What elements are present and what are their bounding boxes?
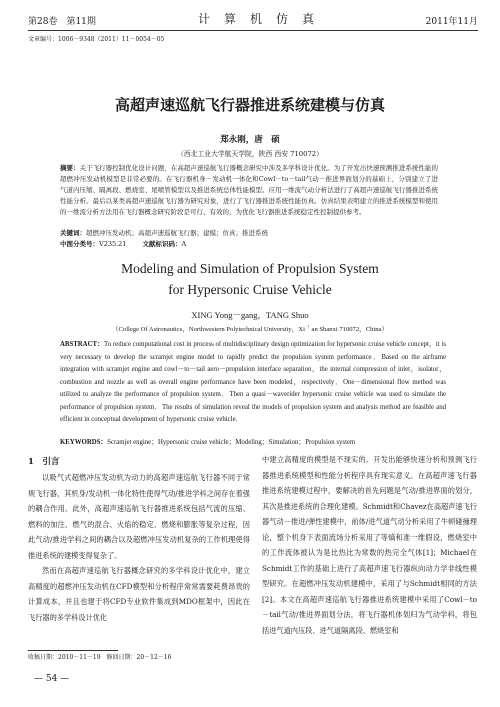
clc-label: 中图分类号： [60,240,99,248]
authors-cn: 郑永刚，唐 硕 [220,135,280,145]
title-en-line1: Modeling and Simulation of Propulsion System [121,261,379,276]
received-date: 收稿日期：2010－11－19 修回日期：20－12－16 [28,654,172,661]
header-rule [28,30,478,31]
page-number: — 54 — [34,674,70,684]
volume-issue: 第28卷 第11期 [28,17,96,27]
keywords-en-label: KEYWORDS： [60,439,108,446]
clc-value: V235.21 [99,240,127,248]
article-id: 文章编号：1006－9348（2011）11－0054－05 [28,36,165,43]
classification-cn [60,239,438,250]
doc-code-value: A [181,240,187,248]
left-paragraph-2: 然而在高超声速巡航飞行器概念研究的多学科设计优化中，建立高精度的超燃冲压发动机在CFD模型和分析程序常常需要耗费昂贵的计算成本，并且也建于将CFD专业软件集成到MDO框架中，因此在飞行器的多学科设计优化 [28,566,250,622]
keywords-cn-label: 关键词： [60,229,86,237]
doc-code-label: 文献标识码： [142,240,182,248]
keywords-cn [60,228,438,239]
footnote-rule [28,650,118,651]
keywords-en [60,437,446,450]
left-column [28,470,250,625]
authors-en: XING Yong－gang，TANG Shuo [191,310,309,320]
keywords-en-text: Scramjet engine；Hypersonic cruise vehicle；Modeling；Simulation；Propulsion system [107,439,356,446]
abstract-en [60,339,446,427]
abstract-en-label: ABSTRACT： [60,341,105,348]
affiliation-cn: （西北工业大学航天学院，陕西 西安 710072） [177,150,323,158]
abstract-en-text: To reduce computational cost in process of multidisciplinary design optimization for hypersonic cruise vehicle concept，it is very necessary to develop the scramjet engine model to rapidly predict the propulsion system performance．Based on the airframe integration with scramjet engine and cowl－to－tail aero－propulsion interface separation，the internal compression of inlet，isolator，combustion and nozzle as well as overall engine performance have been modeled，respectively．One－dimensional flow method was utilized to analyze the performance of propulsion system．Then a quasi－waverider hypersonic cruise vehicle was used to simulate the performance of propulsion system．The results of simulation reveal the models of propulsion system and analysis method are feasible and efficient in conceptual development of hypersonic cruise vehicle． [60,341,447,423]
title-en-line2: for Hypersonic Cruise Vehicle [168,282,332,297]
keywords-cn-text: 超燃冲压发动机；高超声速巡航飞行器；建模；仿真；推进系统 [86,229,268,237]
right-column: 中建立高精度的模型是不现实的。开发出能够快速分析和预测飞行器推进系统模型和性能分析程序具有现实意义。在高超声速飞行器推进系统建模过程中，要解决的首先问题是气动/推进界面的划分，其次是推进系统的合理化建模。Schmidt和Chavez在高超声速飞行器气动－推进/弹性建模中，前体/进气道气动分析采用了牛顿碰撞理论，整个机身下表面流场分析采用了等熵和准一维假设，燃烧室中的工作流体被认为是比热比为常数的热完全气体[1]；Michael在Schmidt工作的基础上进行了高超声速飞行器纵向动力学非线性模型研究。在超燃冲压发动机建模中，采用了与Schmidt相同的方法[2]。本文在高超声速巡航飞行器推进系统建模中采用了Cowl－to－tail气动/推进界面划分法，将飞行器机体划归为气动学科，将包括进气道内压段、进气道隔离段、燃烧室和 [262,455,477,635]
abstract-cn-label: 摘要： [60,164,80,172]
section-1-title: 1 引言 [28,457,60,467]
title-cn: 高超声速巡航飞行器推进系统建模与仿真 [114,96,385,114]
left-paragraph-1: 以吸气式超燃冲压发动机为动力的高超声速巡航飞行器不同于常规飞行器，其机身/发动机一体化特性使得气动/推进学科之间存在着强的耦合作用。此外，高超声速巡航飞行器推进系统包括气流的压缩、燃料的加注、燃气的混合、火焰的稳定、燃烧和膨胀等复杂过程，因此气动/推进学科之间的耦合以及超燃冲压发动机复杂的工作机理使得推进系统的建模变得复杂了。 [28,473,250,560]
abstract-cn-text: 关于飞行器控制优化设计问题，在高超声速巡航飞行器概念研究中涉及多学科设计优化。为了开发出快速预测推进系统性能的超燃冲压发动机模型是非常必要的。在飞行器机身－发动机一体化和Cowl－to－tail气动－推进界面划分的基础上，分别建立了进气道内压缩、隔离段、燃烧室、尾喷管模型以及推进系统总体性能模型。应用一维流气动分析法进行了高超声速巡航飞行器推进系统性能分析。最后以某类高超声速巡航飞行器为研究对象，进行了飞行器推进系统性能仿真。仿真结果表明建立的推进系统模型和使用的一维流分析方法用在飞行器概念研究阶段是可行、有效的，为优化飞行器推进系统稳定性控制提供参考。 [60,164,439,217]
abstract-cn [60,163,438,218]
issue-date: 2011年11月 [425,17,478,27]
journal-name: 计 算 机 仿 真 [198,12,316,26]
affiliation-en: （College Of Astronautics，Northwestern Polytechnical University，Xi＇an Shanxi 710072，China） [111,326,389,333]
